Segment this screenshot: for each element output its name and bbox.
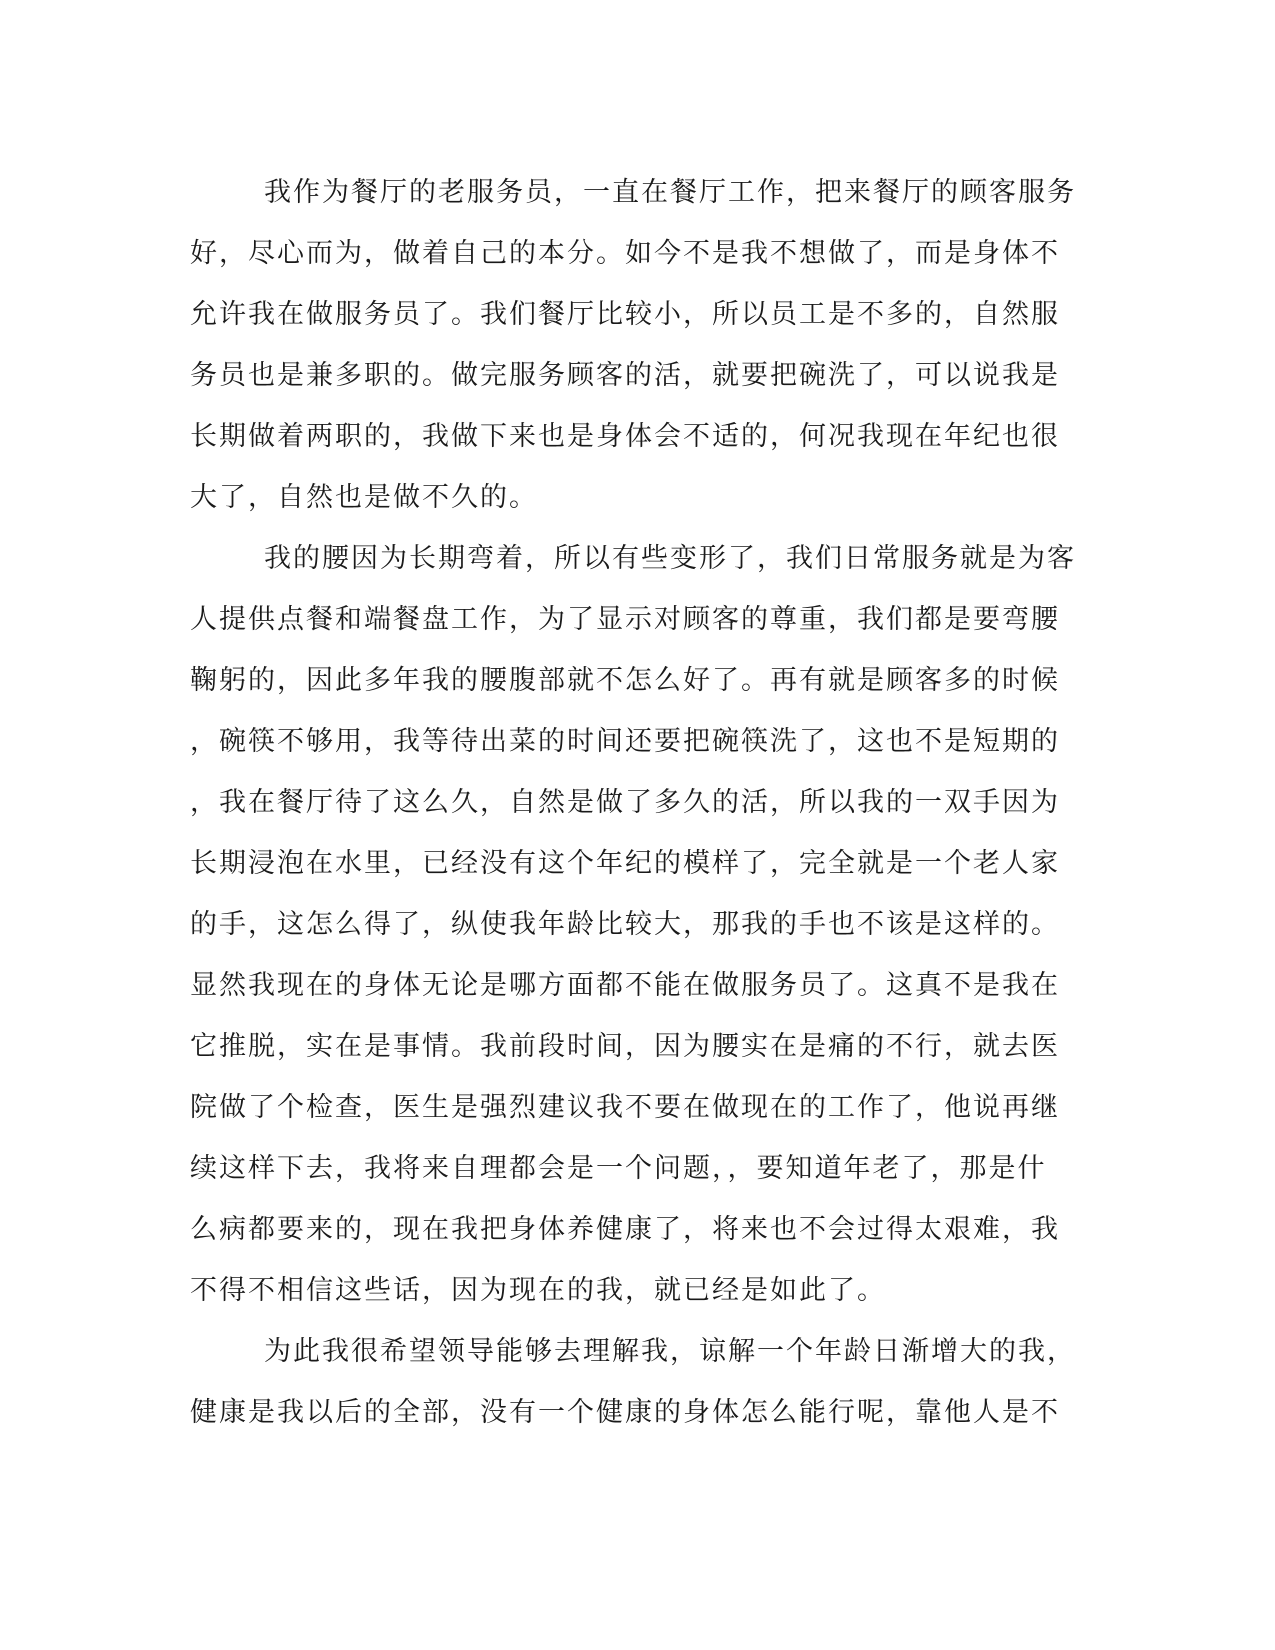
body-text [190, 162, 1090, 1443]
text-line: 大了，自然也是做不久的。 [190, 482, 538, 513]
text-line: 我作为餐厅的老服务员，一直在餐厅工作，把来餐厅的顾客服务 [264, 177, 1076, 208]
text-line: 的手，这怎么得了，纵使我年龄比较大，那我的手也不该是这样的。 [190, 909, 1060, 940]
text-line: 显然我现在的身体无论是哪方面都不能在做服务员了。这真不是我在 [190, 970, 1060, 1001]
text-line: ，我在餐厅待了这么久，自然是做了多久的活，所以我的一双手因为 [190, 787, 1060, 818]
text-line: 么病都要来的，现在我把身体养健康了，将来也不会过得太艰难，我 [190, 1214, 1060, 1245]
text-line: 长期浸泡在水里，已经没有这个年纪的模样了，完全就是一个老人家 [190, 848, 1060, 879]
text-line: 长期做着两职的，我做下来也是身体会不适的，何况我现在年纪也很 [190, 421, 1060, 452]
text-line: 人提供点餐和端餐盘工作，为了显示对顾客的尊重，我们都是要弯腰 [190, 604, 1060, 635]
text-line: 允许我在做服务员了。我们餐厅比较小，所以员工是不多的，自然服 [190, 299, 1060, 330]
paragraph-2 [190, 528, 1090, 1321]
paragraph-1 [190, 162, 1090, 528]
text-line: 院做了个检查，医生是强烈建议我不要在做现在的工作了，他说再继 [190, 1092, 1060, 1123]
text-line: 鞠躬的，因此多年我的腰腹部就不怎么好了。再有就是顾客多的时候 [190, 665, 1060, 696]
text-line: 健康是我以后的全部，没有一个健康的身体怎么能行呢，靠他人是不 [190, 1397, 1060, 1428]
text-line: 不得不相信这些话，因为现在的我，就已经是如此了。 [190, 1275, 886, 1306]
text-line: 我的腰因为长期弯着，所以有些变形了，我们日常服务就是为客 [264, 543, 1076, 574]
text-line: 好，尽心而为，做着自己的本分。如今不是我不想做了，而是身体不 [190, 238, 1060, 269]
text-line: 它推脱，实在是事情。我前段时间，因为腰实在是痛的不行，就去医 [190, 1031, 1060, 1062]
text-line: 务员也是兼多职的。做完服务顾客的活，就要把碗洗了，可以说我是 [190, 360, 1060, 391]
paragraph-3 [190, 1321, 1090, 1443]
text-line: 为此我很希望领导能够去理解我，谅解一个年龄日渐增大的我， [264, 1336, 1076, 1367]
text-line: 续这样下去，我将来自理都会是一个问题，，要知道年老了，那是什 [190, 1153, 1047, 1184]
text-line: ，碗筷不够用，我等待出菜的时间还要把碗筷洗了，这也不是短期的 [190, 726, 1060, 757]
